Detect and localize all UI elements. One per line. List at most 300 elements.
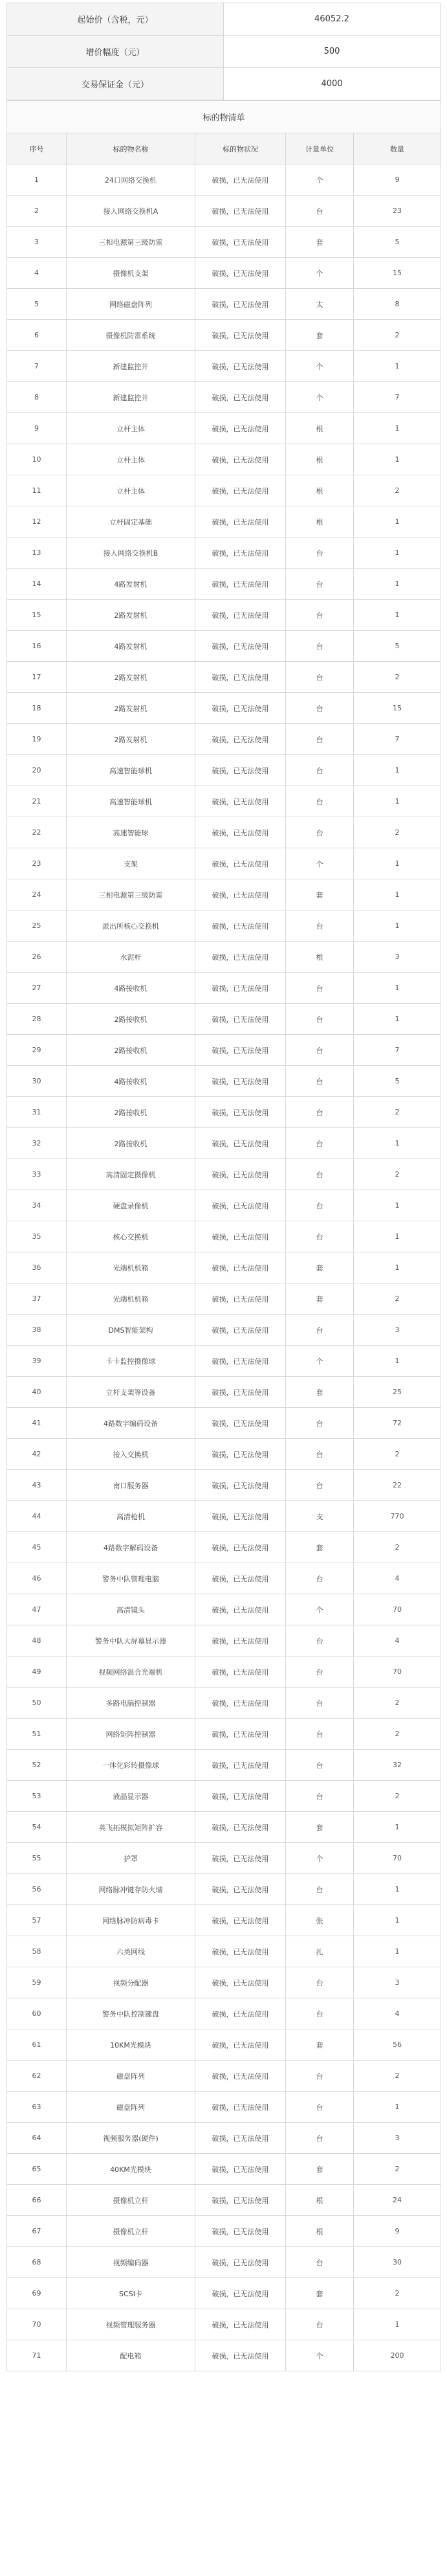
item-name: 配电箱: [67, 2340, 195, 2371]
item-no: 25: [7, 910, 67, 942]
item-qty: 1: [354, 569, 441, 600]
item-status: 破损，已无法使用: [195, 1532, 286, 1563]
item-no: 4: [7, 258, 67, 289]
table-row: [7, 817, 441, 848]
table-row: [7, 320, 441, 351]
item-no: 11: [7, 475, 67, 506]
item-status: 破损，已无法使用: [195, 227, 286, 258]
item-status: 破损，已无法使用: [195, 2278, 286, 2309]
item-qty: 2: [354, 1719, 441, 1750]
item-name: 六类网线: [67, 1936, 195, 1967]
item-qty: 1: [354, 413, 441, 444]
item-status: 破损，已无法使用: [195, 1563, 286, 1594]
item-qty: 2: [354, 2061, 441, 2092]
item-unit: 套: [286, 879, 354, 910]
item-status: 破损，已无法使用: [195, 1905, 286, 1936]
item-no: 67: [7, 2216, 67, 2247]
item-no: 37: [7, 1283, 67, 1315]
item-qty: 2: [354, 662, 441, 693]
table-row: [7, 1252, 441, 1283]
item-name: 高速智能球机: [67, 786, 195, 817]
item-no: 40: [7, 1377, 67, 1408]
item-status: 破损，已无法使用: [195, 1750, 286, 1781]
item-unit: 根: [286, 413, 354, 444]
item-name: 网络矩阵控制器: [67, 1719, 195, 1750]
item-no: 64: [7, 2123, 67, 2154]
item-status: 破损，已无法使用: [195, 569, 286, 600]
item-no: 66: [7, 2185, 67, 2216]
item-status: 破损，已无法使用: [195, 2216, 286, 2247]
item-unit: 台: [286, 1874, 354, 1905]
item-status: 破损，已无法使用: [195, 1190, 286, 1221]
item-name: 2路发射机: [67, 662, 195, 693]
item-qty: 15: [354, 258, 441, 289]
item-no: 27: [7, 973, 67, 1004]
item-unit: 套: [286, 2278, 354, 2309]
item-no: 9: [7, 413, 67, 444]
item-qty: 22: [354, 1470, 441, 1501]
item-name: 高清镜头: [67, 1594, 195, 1625]
table-row: [7, 1563, 441, 1594]
item-name: 新建监控井: [67, 351, 195, 382]
item-unit: 台: [286, 1439, 354, 1470]
item-unit: 台: [286, 1719, 354, 1750]
item-status: 破损，已无法使用: [195, 196, 286, 227]
summary-row: [7, 3, 441, 36]
item-qty: 1: [354, 848, 441, 879]
item-qty: 1: [354, 1874, 441, 1905]
item-no: 55: [7, 1843, 67, 1874]
item-name: 10KM光模块: [67, 2029, 195, 2061]
item-unit: 台: [286, 1625, 354, 1656]
item-qty: 2: [354, 817, 441, 848]
item-unit: 台: [286, 817, 354, 848]
table-row: [7, 1905, 441, 1936]
item-unit: 套: [286, 2154, 354, 2185]
table-row: [7, 1719, 441, 1750]
item-qty: 1: [354, 910, 441, 942]
item-no: 24: [7, 879, 67, 910]
table-row: [7, 1656, 441, 1688]
item-unit: 台: [286, 2309, 354, 2340]
item-no: 17: [7, 662, 67, 693]
table-row: [7, 1688, 441, 1719]
item-status: 破损，已无法使用: [195, 942, 286, 973]
item-qty: 4: [354, 1625, 441, 1656]
item-status: 破损，已无法使用: [195, 879, 286, 910]
table-row: [7, 1874, 441, 1905]
item-unit: 台: [286, 973, 354, 1004]
item-qty: 3: [354, 2123, 441, 2154]
summary-value: 46052.2: [224, 3, 441, 36]
item-unit: 台: [286, 1004, 354, 1035]
item-name: 视频管理服务器: [67, 2309, 195, 2340]
table-row: [7, 1283, 441, 1315]
col-header-no: 序号: [7, 133, 67, 164]
item-name: 南口服务器: [67, 1470, 195, 1501]
table-row: [7, 1470, 441, 1501]
item-status: 破损，已无法使用: [195, 848, 286, 879]
col-header-unit: 计量单位: [286, 133, 354, 164]
table-row: [7, 1781, 441, 1812]
item-unit: 台: [286, 1688, 354, 1719]
table-row: [7, 2247, 441, 2278]
item-name: 警务中队管理电脑: [67, 1563, 195, 1594]
table-row: [7, 351, 441, 382]
table-row: [7, 2340, 441, 2371]
item-qty: 56: [354, 2029, 441, 2061]
item-name: 护罩: [67, 1843, 195, 1874]
item-unit: 张: [286, 1905, 354, 1936]
item-status: 破损，已无法使用: [195, 910, 286, 942]
table-header: [7, 133, 441, 164]
item-status: 破损，已无法使用: [195, 973, 286, 1004]
table-row: [7, 1346, 441, 1377]
item-qty: 15: [354, 693, 441, 724]
item-qty: 1: [354, 1190, 441, 1221]
item-no: 47: [7, 1594, 67, 1625]
summary-table: [6, 3, 441, 100]
item-unit: 台: [286, 662, 354, 693]
item-no: 52: [7, 1750, 67, 1781]
table-row: [7, 1812, 441, 1843]
item-status: 破损，已无法使用: [195, 1128, 286, 1159]
item-unit: 台: [286, 2092, 354, 2123]
item-name: 4路接收机: [67, 973, 195, 1004]
item-qty: 25: [354, 1377, 441, 1408]
item-status: 破损，已无法使用: [195, 693, 286, 724]
item-no: 35: [7, 1221, 67, 1252]
table-row: [7, 1843, 441, 1874]
item-qty: 2: [354, 1781, 441, 1812]
table-row: [7, 2216, 441, 2247]
item-unit: 套: [286, 1283, 354, 1315]
item-status: 破损，已无法使用: [195, 1501, 286, 1532]
item-name: 摄像机立杆: [67, 2185, 195, 2216]
table-row: [7, 724, 441, 755]
item-name: 视频分配器: [67, 1967, 195, 1998]
table-row: [7, 1004, 441, 1035]
item-name: 摄像机立杆: [67, 2216, 195, 2247]
item-no: 2: [7, 196, 67, 227]
item-no: 65: [7, 2154, 67, 2185]
item-name: 三相电源第三级防雷: [67, 879, 195, 910]
table-row: [7, 631, 441, 662]
item-name: 视频编码器: [67, 2247, 195, 2278]
item-qty: 1: [354, 1346, 441, 1377]
item-no: 33: [7, 1159, 67, 1190]
table-row: [7, 1159, 441, 1190]
item-no: 31: [7, 1097, 67, 1128]
table-row: [7, 2185, 441, 2216]
item-status: 破损，已无法使用: [195, 444, 286, 475]
item-qty: 5: [354, 631, 441, 662]
table-row: [7, 413, 441, 444]
item-unit: 台: [286, 1035, 354, 1066]
item-name: 立杆支架等设备: [67, 1377, 195, 1408]
item-status: 破损，已无法使用: [195, 1688, 286, 1719]
item-name: 接入交换机: [67, 1439, 195, 1470]
item-no: 10: [7, 444, 67, 475]
item-unit: 扎: [286, 1936, 354, 1967]
item-name: 4路数字编码设备: [67, 1408, 195, 1439]
item-name: 水泥杆: [67, 942, 195, 973]
table-row: [7, 1128, 441, 1159]
item-qty: 1: [354, 506, 441, 537]
item-status: 破损，已无法使用: [195, 2247, 286, 2278]
table-row: [7, 1594, 441, 1625]
table-row: [7, 2123, 441, 2154]
item-unit: 台: [286, 1128, 354, 1159]
item-qty: 3: [354, 1967, 441, 1998]
table-row: [7, 2061, 441, 2092]
item-no: 34: [7, 1190, 67, 1221]
table-row: [7, 1097, 441, 1128]
item-no: 16: [7, 631, 67, 662]
item-qty: 2: [354, 1532, 441, 1563]
item-status: 破损，已无法使用: [195, 1346, 286, 1377]
item-no: 26: [7, 942, 67, 973]
col-header-name: 标的物名称: [67, 133, 195, 164]
item-no: 63: [7, 2092, 67, 2123]
item-no: 19: [7, 724, 67, 755]
table-row: [7, 2154, 441, 2185]
item-status: 破损，已无法使用: [195, 289, 286, 320]
item-name: 三相电源第三级防雷: [67, 227, 195, 258]
item-name: 新建监控井: [67, 382, 195, 413]
item-unit: 根: [286, 506, 354, 537]
item-status: 破损，已无法使用: [195, 662, 286, 693]
item-status: 破损，已无法使用: [195, 537, 286, 569]
item-status: 破损，已无法使用: [195, 1097, 286, 1128]
item-unit: 根: [286, 2216, 354, 2247]
item-status: 破损，已无法使用: [195, 1812, 286, 1843]
item-name: 2路接收机: [67, 1097, 195, 1128]
table-row: [7, 1936, 441, 1967]
table-row: [7, 382, 441, 413]
item-name: 立杆主体: [67, 475, 195, 506]
item-no: 71: [7, 2340, 67, 2371]
item-status: 破损，已无法使用: [195, 786, 286, 817]
item-qty: 7: [354, 1035, 441, 1066]
item-status: 破损，已无法使用: [195, 1377, 286, 1408]
item-status: 破损，已无法使用: [195, 1656, 286, 1688]
item-name: 40KM光模块: [67, 2154, 195, 2185]
table-row: [7, 848, 441, 879]
item-qty: 2: [354, 320, 441, 351]
item-qty: 200: [354, 2340, 441, 2371]
item-status: 破损，已无法使用: [195, 2154, 286, 2185]
table-row: [7, 258, 441, 289]
item-unit: 个: [286, 1346, 354, 1377]
col-header-qty: 数量: [354, 133, 441, 164]
table-row: [7, 942, 441, 973]
item-qty: 1: [354, 973, 441, 1004]
item-unit: 台: [286, 1097, 354, 1128]
table-row: [7, 444, 441, 475]
item-unit: 台: [286, 693, 354, 724]
item-status: 破损，已无法使用: [195, 2092, 286, 2123]
item-no: 59: [7, 1967, 67, 1998]
item-status: 破损，已无法使用: [195, 1066, 286, 1097]
item-name: 高速智能球机: [67, 755, 195, 786]
item-unit: 个: [286, 2340, 354, 2371]
item-qty: 4: [354, 1563, 441, 1594]
item-no: 8: [7, 382, 67, 413]
item-status: 破损，已无法使用: [195, 2309, 286, 2340]
item-qty: 9: [354, 2216, 441, 2247]
item-qty: 2: [354, 2154, 441, 2185]
item-unit: 个: [286, 848, 354, 879]
item-name: DMS智能架构: [67, 1315, 195, 1346]
item-qty: 70: [354, 1594, 441, 1625]
table-row: [7, 506, 441, 537]
item-unit: 台: [286, 537, 354, 569]
item-unit: 台: [286, 631, 354, 662]
table-row: [7, 1377, 441, 1408]
item-no: 56: [7, 1874, 67, 1905]
item-no: 45: [7, 1532, 67, 1563]
item-name: 网络磁盘阵列: [67, 289, 195, 320]
item-qty: 70: [354, 1656, 441, 1688]
item-unit: 套: [286, 1532, 354, 1563]
item-unit: 台: [286, 1066, 354, 1097]
table-row: [7, 1408, 441, 1439]
summary-label: 交易保证金（元）: [7, 68, 224, 100]
item-name: 立杆主体: [67, 444, 195, 475]
item-no: 21: [7, 786, 67, 817]
item-name: 硬盘录像机: [67, 1190, 195, 1221]
item-qty: 8: [354, 289, 441, 320]
item-qty: 1: [354, 1905, 441, 1936]
item-name: 视频服务器(硬件): [67, 2123, 195, 2154]
items-table: [6, 100, 441, 2371]
item-unit: 台: [286, 755, 354, 786]
item-name: 2路接收机: [67, 1035, 195, 1066]
summary-value: 4000: [224, 68, 441, 100]
item-no: 42: [7, 1439, 67, 1470]
item-no: 30: [7, 1066, 67, 1097]
item-status: 破损，已无法使用: [195, 1843, 286, 1874]
item-no: 5: [7, 289, 67, 320]
item-status: 破损，已无法使用: [195, 1035, 286, 1066]
item-name: 派出所核心交换机: [67, 910, 195, 942]
item-status: 破损，已无法使用: [195, 755, 286, 786]
item-name: 网络脉冲键存防火墙: [67, 1874, 195, 1905]
item-status: 破损，已无法使用: [195, 1998, 286, 2029]
item-name: SCSI卡: [67, 2278, 195, 2309]
table-row: [7, 910, 441, 942]
item-name: 核心交换机: [67, 1221, 195, 1252]
item-name: 支架: [67, 848, 195, 879]
item-name: 多路电脑控制器: [67, 1688, 195, 1719]
item-unit: 台: [286, 1563, 354, 1594]
item-name: 高清固定摄像机: [67, 1159, 195, 1190]
item-status: 破损，已无法使用: [195, 164, 286, 196]
item-status: 破损，已无法使用: [195, 1283, 286, 1315]
item-no: 70: [7, 2309, 67, 2340]
item-no: 51: [7, 1719, 67, 1750]
summary-value: 500: [224, 36, 441, 68]
item-unit: 根: [286, 444, 354, 475]
item-no: 49: [7, 1656, 67, 1688]
table-row: [7, 662, 441, 693]
item-no: 48: [7, 1625, 67, 1656]
item-name: 一体化彩转摄像球: [67, 1750, 195, 1781]
item-name: 接入网络交换机A: [67, 196, 195, 227]
item-no: 7: [7, 351, 67, 382]
item-status: 破损，已无法使用: [195, 1470, 286, 1501]
item-qty: 1: [354, 600, 441, 631]
item-unit: 个: [286, 1594, 354, 1625]
item-name: 视频网络混合光端机: [67, 1656, 195, 1688]
item-name: 高清枪机: [67, 1501, 195, 1532]
item-name: 光端机机箱: [67, 1283, 195, 1315]
item-status: 破损，已无法使用: [195, 1625, 286, 1656]
item-no: 62: [7, 2061, 67, 2092]
table-row: [7, 2092, 441, 2123]
table-row: [7, 1967, 441, 1998]
item-unit: 台: [286, 1967, 354, 1998]
item-no: 61: [7, 2029, 67, 2061]
table-row: [7, 1439, 441, 1470]
item-unit: 台: [286, 569, 354, 600]
table-row: [7, 475, 441, 506]
item-no: 54: [7, 1812, 67, 1843]
item-name: 4路数字解码设备: [67, 1532, 195, 1563]
item-status: 破损，已无法使用: [195, 351, 286, 382]
item-no: 53: [7, 1781, 67, 1812]
item-unit: 台: [286, 1750, 354, 1781]
item-no: 6: [7, 320, 67, 351]
item-no: 46: [7, 1563, 67, 1594]
item-status: 破损，已无法使用: [195, 506, 286, 537]
item-unit: 台: [286, 910, 354, 942]
item-qty: 1: [354, 351, 441, 382]
table-row: [7, 164, 441, 196]
item-name: 警务中队控制键盘: [67, 1998, 195, 2029]
item-unit: 套: [286, 227, 354, 258]
item-name: 2路接收机: [67, 1128, 195, 1159]
col-header-status: 标的物状况: [195, 133, 286, 164]
item-qty: 72: [354, 1408, 441, 1439]
table-row: [7, 1532, 441, 1563]
item-unit: 台: [286, 1221, 354, 1252]
item-qty: 7: [354, 382, 441, 413]
item-status: 破损，已无法使用: [195, 631, 286, 662]
item-no: 41: [7, 1408, 67, 1439]
table-row: [7, 1035, 441, 1066]
item-qty: 1: [354, 1128, 441, 1159]
item-name: 2路发射机: [67, 724, 195, 755]
item-no: 36: [7, 1252, 67, 1283]
item-qty: 1: [354, 879, 441, 910]
item-status: 破损，已无法使用: [195, 320, 286, 351]
item-qty: 1: [354, 2092, 441, 2123]
item-no: 43: [7, 1470, 67, 1501]
table-row: [7, 1066, 441, 1097]
item-name: 4路发射机: [67, 631, 195, 662]
item-no: 15: [7, 600, 67, 631]
table-row: [7, 1501, 441, 1532]
item-unit: 个: [286, 164, 354, 196]
item-status: 破损，已无法使用: [195, 724, 286, 755]
table-row: [7, 289, 441, 320]
item-status: 破损，已无法使用: [195, 1874, 286, 1905]
item-unit: 根: [286, 475, 354, 506]
item-status: 破损，已无法使用: [195, 2340, 286, 2371]
item-qty: 2: [354, 1159, 441, 1190]
